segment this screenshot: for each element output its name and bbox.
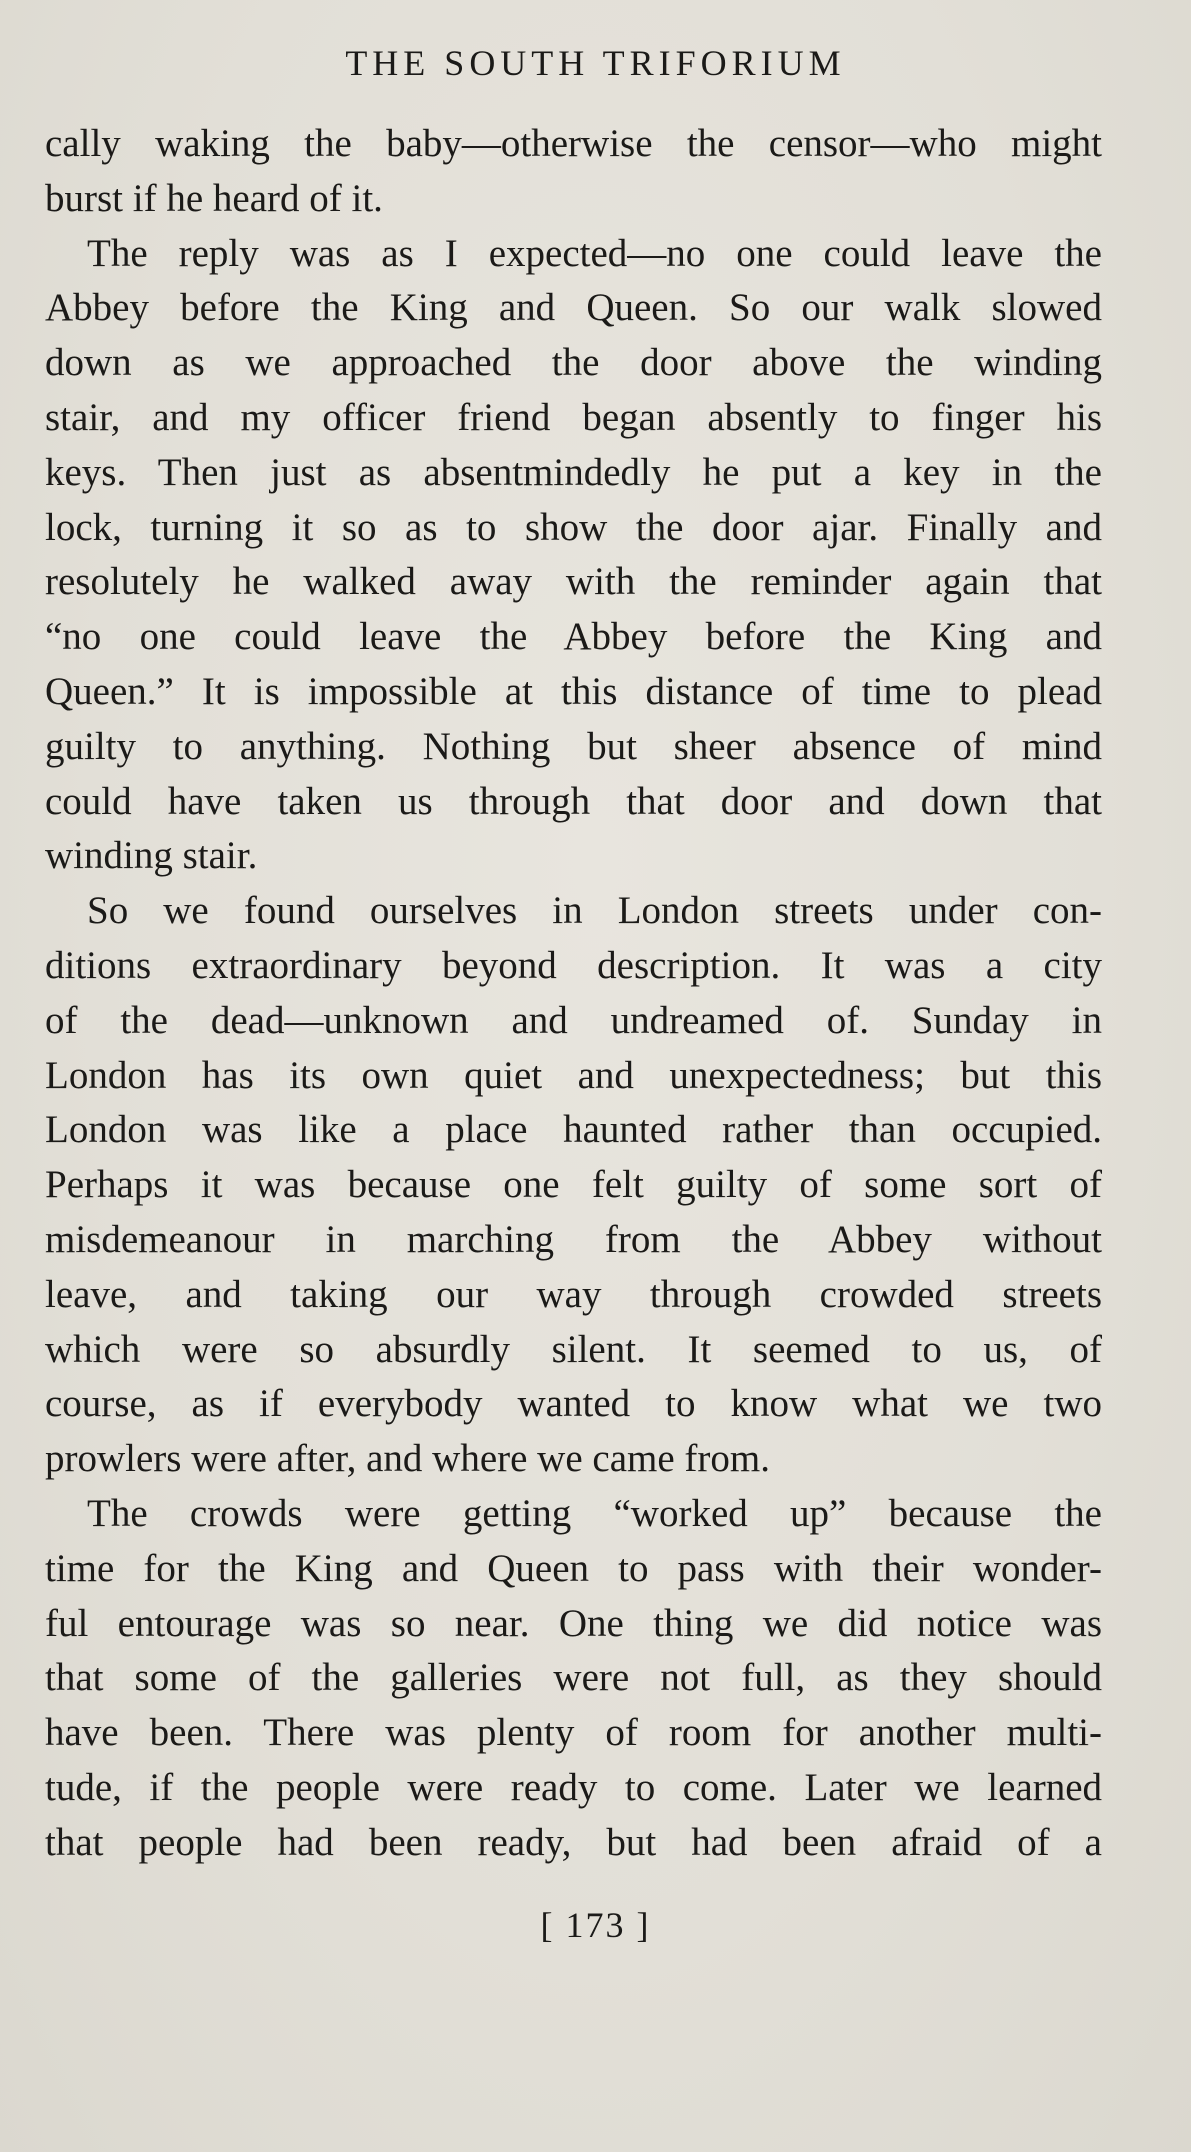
text-line: The reply was as I expected—no one could leave the — [87, 231, 1102, 275]
text-line: prowlers were after, and where we came from. — [45, 1437, 770, 1481]
page-number: [ 173 ] — [540, 1905, 651, 1945]
text-line: Abbey before the King and Queen. So our walk slowed — [45, 286, 1102, 330]
text-line: Perhaps it was because one felt guilty of some sort of — [45, 1163, 1102, 1207]
text-line: misdemeanour in marching from the Abbey without — [45, 1217, 1102, 1261]
text-line: leave, and taking our way through crowded streets — [45, 1272, 1102, 1316]
text-line: have been. There was plenty of room for another multi- — [45, 1711, 1102, 1755]
text-line: guilty to anything. Nothing but sheer absence of mind — [45, 724, 1102, 768]
text-line: keys. Then just as absentmindedly he put a key in the — [45, 450, 1102, 494]
running-head: THE SOUTH TRIFORIUM — [345, 43, 846, 83]
text-line: Queen.” It is impossible at this distance of time to plead — [45, 669, 1102, 713]
text-line: that some of the galleries were not full, as they should — [45, 1656, 1102, 1700]
text-line: winding stair. — [45, 834, 258, 878]
text-line: London was like a place haunted rather than occupied. — [45, 1108, 1102, 1152]
text-line: ful entourage was so near. One thing we did notice was — [45, 1601, 1102, 1645]
text-line: course, as if everybody wanted to know what we two — [45, 1382, 1102, 1426]
text-line: burst if he heard of it. — [45, 176, 383, 220]
text-line: which were so absurdly silent. It seemed to us, of — [45, 1327, 1102, 1371]
text-line: So we found ourselves in London streets under con- — [87, 889, 1102, 933]
text-line: ditions extraordinary beyond description. It was a city — [45, 943, 1102, 987]
text-line: resolutely he walked away with the reminder again that — [45, 560, 1102, 604]
text-line: London has its own quiet and unexpectedness; but this — [45, 1053, 1102, 1097]
text-line: could have taken us through that door and down that — [45, 779, 1102, 823]
body-text — [45, 117, 1102, 1871]
text-line: of the dead—unknown and undreamed of. Sunday in — [45, 998, 1102, 1042]
text-line: cally waking the baby—otherwise the censor—who might — [45, 122, 1102, 165]
text-line: stair, and my officer friend began absently to finger his — [45, 395, 1102, 439]
text-line: “no one could leave the Abbey before the King and — [45, 615, 1102, 659]
text-line: that people had been ready, but had been afraid of a — [45, 1820, 1102, 1864]
text-line: tude, if the people were ready to come. Later we learned — [45, 1765, 1102, 1809]
text-line: down as we approached the door above the winding — [45, 341, 1102, 385]
text-line: lock, turning it so as to show the door ajar. Finally and — [45, 505, 1102, 549]
text-line: time for the King and Queen to pass with their wonder- — [45, 1546, 1102, 1590]
text-line: The crowds were getting “worked up” because the — [87, 1491, 1102, 1535]
